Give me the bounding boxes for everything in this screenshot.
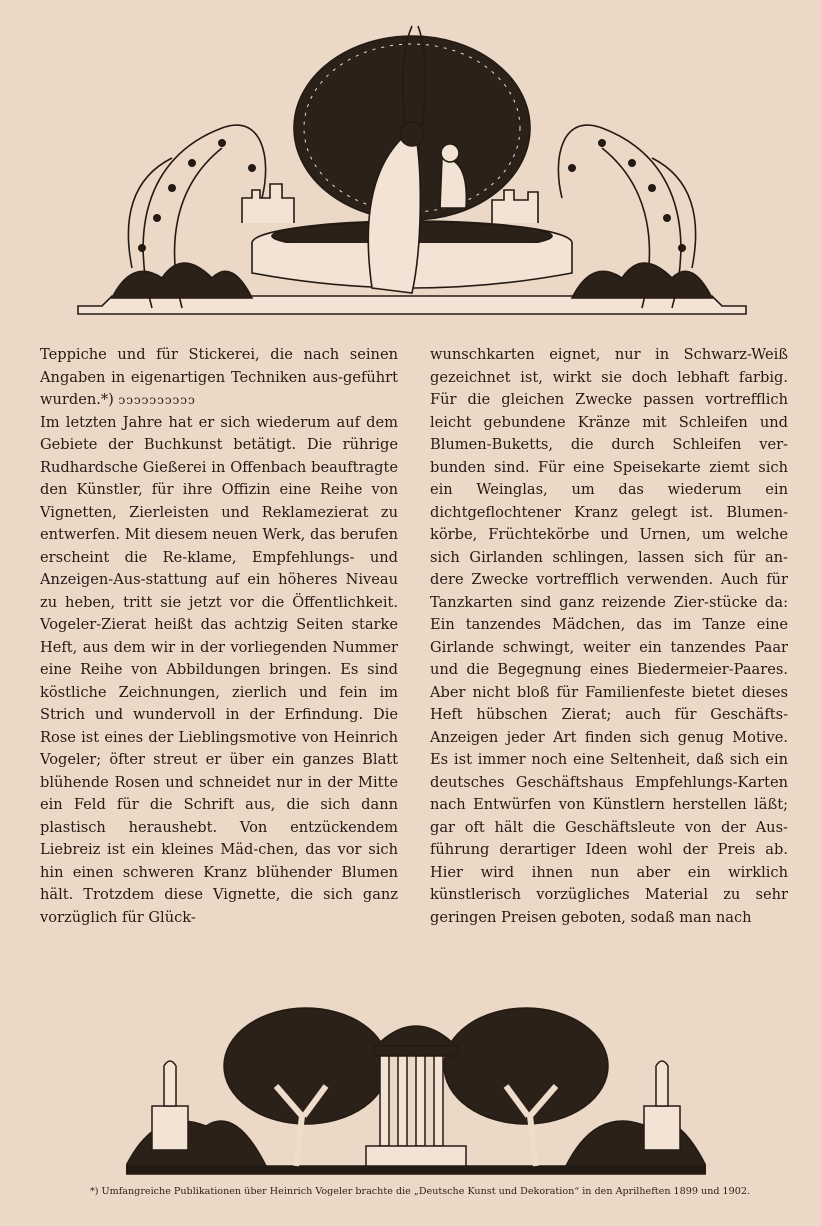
paragraph xyxy=(40,344,398,412)
column-right xyxy=(430,344,788,954)
column-left xyxy=(40,344,398,954)
paragraph: Im letzten Jahre hat er sich wiederum auf dem Gebiete der Buchkunst betätigt. Die rührige Rudhardsche Gießerei in Offenbach beauftragte den Künstler, für ihre Offizin eine Reihe von Vignetten, Zierleisten und Reklamezierat zu entwerfen. Mit diesem neuen Werk, das berufen erscheint die Re-klame, Empfehlungs- und Anzeigen-Aus-stattung auf ein höheres Niveau zu heben, tritt sie jetzt vor die Öffentlichkeit. Vogeler-Zierat heißt das achtzig Seiten starke Heft, aus dem wir in der vorliegenden Nummer eine Reihe von Abbildungen bringen. Es sind köstliche Zeichnungen, zierlich und fein im Strich und wundervoll in der Erfindung. Die Rose ist eines der Lieblingsmotive von Heinrich Vogeler; öfter streut er über ein ganzes Blatt blühende Rosen und schneidet nur in der Mitte ein Feld für die Schrift aus, die sich dann plastisch heraushebt. Von entzückendem Liebreiz ist ein kleines Mäd-chen, das vor sich hin einen schweren Kranz blühender Blumen hält. Trotzdem diese Vignette, die sich ganz vorzüglich für Glück- xyxy=(40,413,398,926)
paragraph-text: Teppiche und für Stickerei, die nach seinen Angaben in eigenartigen Techniken aus-geführt wurden.*) xyxy=(40,346,398,408)
article-columns xyxy=(40,344,788,954)
fountain-vignette xyxy=(72,18,752,323)
paragraph: wunschkarten eignet, nur in Schwarz-Weiß gezeichnet ist, wirkt sie doch lebhaft farbig. Für die gleichen Zwecke passen vortrefflich leicht gebundene Kränze mit Schleifen und Blumen-Buketts, die durch Schleifen ver-bunden sind. Für eine Speisekarte ziemt sich ein Weinglas, um das wiederum ein dichtgeflochtener Kranz gelegt ist. Blumen-körbe, Früchtekörbe und Urnen, um welche sich Girlanden schlingen, lassen sich für an-dere Zwecke vortrefflich verwenden. Auch für Tanzkarten sind ganz reizende Zier-stücke da: Ein tanzendes Mädchen, das im Tanze eine Girlande schwingt, weiter ein tanzendes Paar und die Begegnung eines Biedermeier-Paares. Aber nicht bloß für Familienfeste bietet dieses Heft hübschen Zierat; auch für Geschäfts-Anzeigen jeder Art finden sich genug Motive. Es ist immer noch eine Seltenheit, daß sich ein deutsches Geschäftshaus Empfehlungs-Karten nach Entwürfen von Künstlern herstellen läßt; gar oft hält die Geschäftsleute von der Aus-führung derartiger Ideen wohl der Preis ab. Hier wird ihnen nun aber ein wirklich künstlerisch vorzügliches Material zu sehr geringen Preisen geboten, sodaß man nach xyxy=(430,346,788,926)
temple-garden-vignette xyxy=(126,1006,706,1178)
ornament-rule: ↄↄↄↄↄↄↄↄↄↄ xyxy=(118,393,196,407)
footnote: *) Umfangreiche Publikationen über Heinrich Vogeler brachte die „Deutsche Kunst und Dekoration“ in den Aprilheften 1899 und 1902. xyxy=(89,1186,751,1197)
